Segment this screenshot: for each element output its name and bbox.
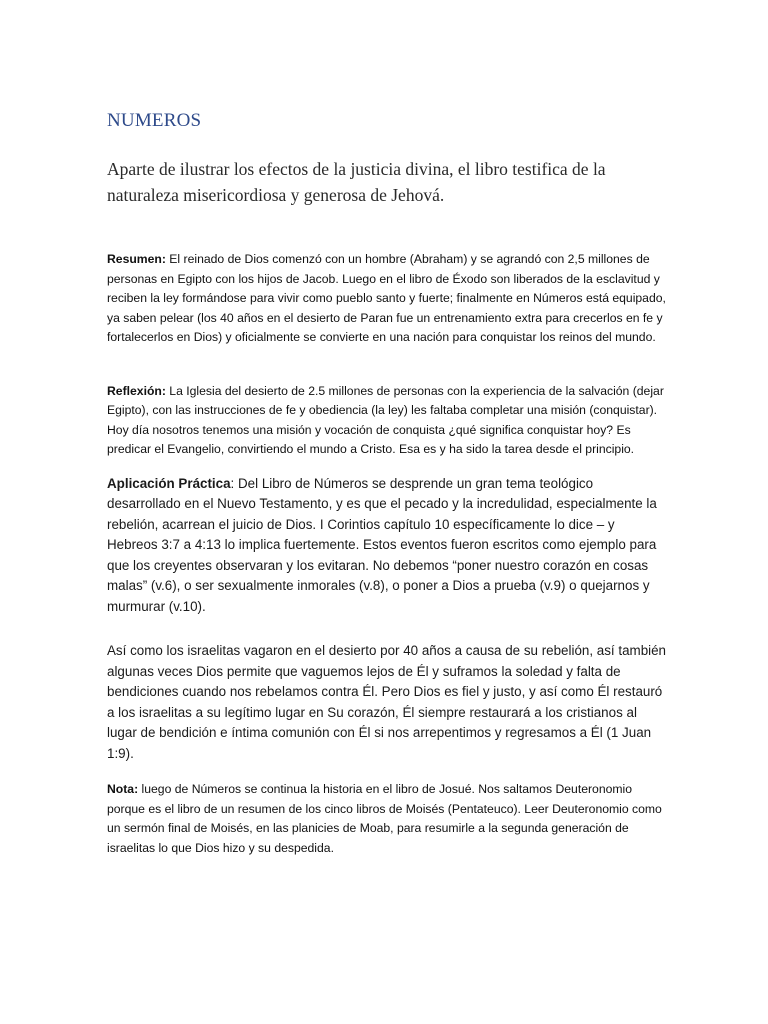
reflexion-text: La Iglesia del desierto de 2.5 millones de personas con la experiencia de la salvación (dejar Egipto), con las instrucciones de fe y obediencia (la ley) les faltaba completar una misión (conquistar). Hoy día nosotros tenemos una misión y vocación de conquista ¿qué significa conquistar hoy? Es predicar el Evangelio, convirtiendo el mundo a Cristo. Esa es y ha sido la tarea desde el principio. <box>107 383 664 456</box>
resumen-text: El reinado de Dios comenzó con un hombre (Abraham) y se agrandó con 2,5 millones de personas en Egipto con los hijos de Jacob. Luego en el libro de Éxodo son liberados de la esclavitud y reciben la ley formándose para vivir como pueblo santo y fuerte; finalmente en Números está equipado, ya saben pelear (los 40 años en el desierto de Paran fue un entrenamiento extra para crecerlos en fe y fortalecerlos en Dios) y oficialmente se convierte en una nación para conquistar los reinos del mundo. <box>107 252 666 344</box>
document-title: NUMEROS <box>107 110 202 131</box>
aplicacion-label: Aplicación Práctica <box>107 475 231 491</box>
nota-paragraph <box>107 780 668 858</box>
resumen-label: Resumen: <box>107 252 166 266</box>
aplicacion-colon: : <box>230 475 235 491</box>
intro-paragraph: Aparte de ilustrar los efectos de la justicia divina, el libro testifica de la naturaleza misericordiosa y generosa de Jehová. <box>107 159 606 205</box>
reflexion-label: Reflexión: <box>107 383 166 398</box>
aplicacion-text: Del Libro de Números se desprende un gran tema teológico desarrollado en el Nuevo Testamento, y es que el pecado y la incredulidad, especialmente la rebelión, acarrean el juicio de Dios. I Corintios capítulo 10 específicamente lo dice – y Hebreos 3:7 a 4:13 lo implica fuertemente. Estos eventos fueron escritos como ejemplo para que los creyentes observaran y los evitaran. No debemos “poner nuestro corazón en cosas malas” (v.6), o ser sexualmente inmorales (v.8), o poner a Dios a prueba (v.9) o quejarnos y murmurar (v.10). <box>107 475 657 614</box>
asi-como-paragraph: Así como los israelitas vagaron en el desierto por 40 años a causa de su rebelión, así también algunas veces Dios permite que vaguemos lejos de Él y suframos la soledad y falta de bendiciones cuando nos rebelamos contra Él. Pero Dios es fiel y justo, y así como Él restauró a los israelitas a su legítimo lugar en Su corazón, Él siempre restaurará a los cristianos al lugar de bendición e íntima comunión con Él si nos arrepentimos y regresamos a Él (1 Juan 1:9). <box>107 643 667 761</box>
aplicacion-paragraph <box>107 474 668 618</box>
resumen-paragraph <box>107 250 668 348</box>
nota-text: luego de Números se continua la historia en el libro de Josué. Nos saltamos Deuteronomio porque es el libro de un resumen de los cinco libros de Moisés (Pentateuco). Leer Deuteronomio como un sermón final de Moisés, en las planicies de Moab, para resumirle a la segunda generación de israelitas lo que Dios hizo y su despedida. <box>107 782 662 855</box>
reflexion-paragraph <box>107 382 668 460</box>
nota-label: Nota: <box>107 782 139 796</box>
